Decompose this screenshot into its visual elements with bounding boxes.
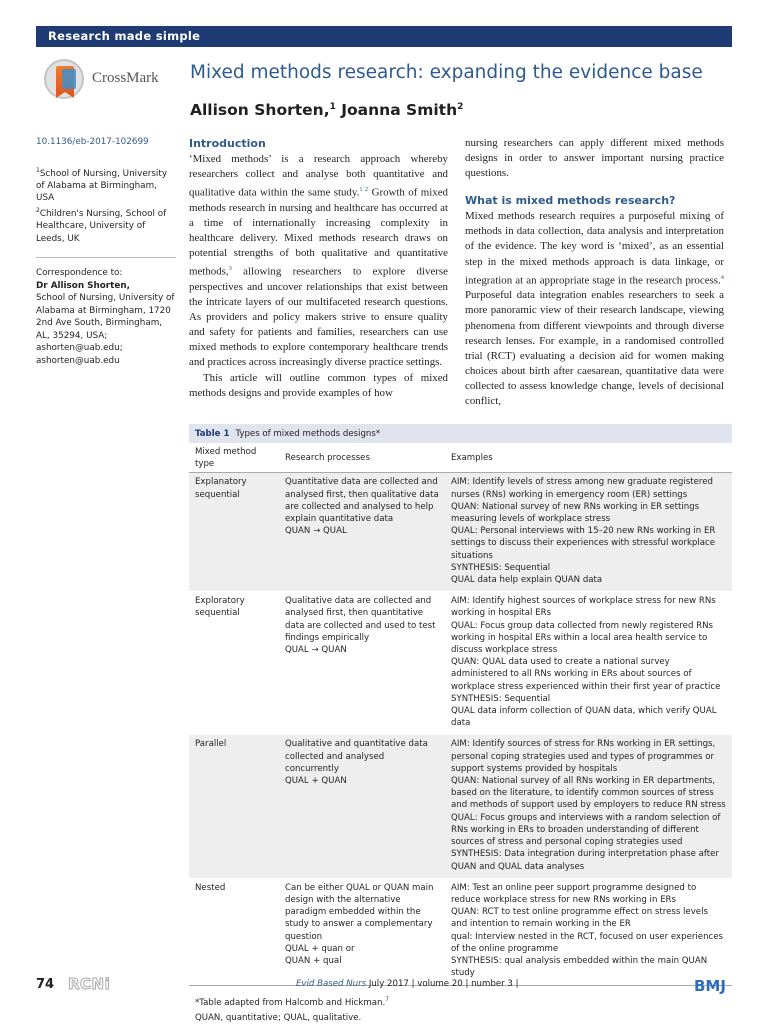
- cell-process: Qualitative and quantitative data collected and analysed concurrently QUAL + QUAN: [279, 735, 445, 878]
- cell-examples: AIM: Test an online peer support programme designed to reduce workplace stress for new RNs working in ERs QUAN: RCT to test online programme effect on stress levels and intention to remain working in the ER qual: Interview nested in the RCT, focused on user experiences of the online programme SYNTHESIS: qual analysis embedded within the main QUAN study: [445, 878, 732, 985]
- table-label: Table 1: [195, 429, 230, 439]
- journal-citation: [296, 979, 518, 989]
- cell-type: Nested: [189, 878, 279, 985]
- sidebar-divider: [36, 257, 176, 258]
- cell-examples: AIM: Identify highest sources of workplace stress for new RNs working in hospital ERs QUAL: Focus group data collected from newly registered RNs working in hospital ERs within a local area health service to discuss workplace stress QUAN: QUAL data used to create a national survey administered to all RNs working in ERs about sources of workplace stress experienced within their first year of practice SYNTHESIS: Sequential QUAL data inform collection of QUAN data, which verify QUAL data: [445, 592, 732, 735]
- doi-link[interactable]: 10.1136/eb-2017-102699: [36, 137, 149, 147]
- section-banner: [36, 26, 732, 47]
- table-footnote-2: QUAN, quantitative; QUAL, qualitative.: [195, 1013, 362, 1024]
- mixed-methods-table: [189, 443, 732, 985]
- page-number: 74: [36, 977, 55, 992]
- citation-3[interactable]: 3: [228, 265, 232, 273]
- table-title: Types of mixed methods designs*: [235, 429, 381, 439]
- col-header-process: Research processes: [279, 443, 445, 473]
- bmj-logo: BMJ: [694, 977, 726, 995]
- intro-paragraph-2: This article will outline common types of mixed methods designs and provide examples of how: [189, 371, 448, 399]
- col2-paragraph-1: nursing researchers can apply different mixed methods designs in order to answer important nursing practice questions.: [465, 137, 724, 180]
- journal-name: Evid Based Nurs: [296, 979, 367, 989]
- correspondence-address: School of Nursing, University of Alabama at Birmingham, 1720 2nd Ave South, Birmingham, AL, 35294, USA; ashorten@uab.edu; ashorten@uab.edu: [36, 293, 175, 366]
- section-label: Research made simple: [48, 29, 201, 43]
- page-footer: [0, 972, 768, 1002]
- article-sidebar: [36, 136, 176, 367]
- table-header-row: [189, 443, 732, 473]
- affiliation-1: $^1$School of Nursing, University of Alabama at Birmingham, USA: [36, 166, 168, 204]
- table-footnote-1: *Table adapted from Halcomb and Hickman.$^7$: [195, 996, 390, 1009]
- author-1[interactable]: Allison Shorten,: [190, 101, 330, 119]
- table-row: [189, 878, 732, 985]
- body-column-1: [189, 136, 448, 401]
- author-1-affil: 1: [329, 101, 336, 112]
- what-paragraph: Mixed methods research requires a purposeful mixing of methods in data collection, data analysis and interpretation of the evidence. The key word is ‘mixed’, as an essential step in the mixed methods approach is data linkage, or integration at an appropriate stage in the research process.$^4$ Purposeful data integration enables researchers to seek a more panoramic view of their research landscape, viewing phenomena from different viewpoints and through diverse research lenses. For example, in a randomised controlled trial (RCT) evaluating a decision aid for women making choices about birth after caesarean, quantitative data were collected to assess knowledge change, levels of decisional conflict,: [465, 210, 724, 408]
- intro-heading: Introduction: [189, 137, 266, 150]
- table-row: [189, 473, 732, 592]
- author-2-affil: 2: [457, 101, 464, 112]
- citation-1-2[interactable]: 1 2: [359, 186, 369, 194]
- body-column-2: [465, 136, 724, 409]
- crossmark-button[interactable]: [44, 59, 174, 103]
- affiliation-2: $^2$Children's Nursing, School of Healthcare, University of Leeds, UK: [36, 206, 167, 244]
- rcni-logo: RCNi: [68, 975, 111, 993]
- table-row: [189, 592, 732, 735]
- intro-paragraph-1: ‘Mixed methods’ is a research approach whereby researchers collect and analyse both quantitative and qualitative data within the same study.$^{1 2}$ Growth of mixed methods research in nursing and healthcare has occurred at a time of internationally increasing complexity in healthcare delivery. Mixed methods research draws on potential strengths of both qualitative and quantitative methods,$^3$ allowing researchers to explore diverse perspectives and uncover relationships that exist between the intricate layers of our multifaceted research questions. As providers and policy makers strive to ensure quality and safety for patients and families, researchers can use mixed methods to explore contemporary healthcare trends and practices across increasingly diverse practice settings.: [189, 153, 448, 369]
- col-header-examples: Examples: [445, 443, 732, 473]
- author-2[interactable]: Joanna Smith: [341, 101, 458, 119]
- cell-examples: AIM: Identify levels of stress among new graduate registered nurses (RNs) working in emergency room (ER) settings QUAN: National survey of new RNs working in ER settings measuring levels of workplace stress QUAL: Personal interviews with 15–20 new RNs working in ER settings to discuss their experiences with stressful workplace situations SYNTHESIS: Sequential QUAL data help explain QUAN data: [445, 473, 732, 592]
- journal-issue: July 2017 | volume 20 | number 3 |: [366, 979, 519, 989]
- correspondence-name: Dr Allison Shorten,: [36, 280, 130, 291]
- correspondence-label: Correspondence to:: [36, 268, 123, 279]
- cell-type: Explanatory sequential: [189, 473, 279, 592]
- cell-type: Exploratory sequential: [189, 592, 279, 735]
- cell-process: Can be either QUAL or QUAN main design with the alternative paradigm embedded within the study to answer a complementary question QUAL + quan or QUAN + qual: [279, 878, 445, 985]
- crossmark-icon: [44, 59, 84, 99]
- cell-process: Quantitative data are collected and analysed first, then qualitative data are collected and analysed to help explain quantitative data QUAN → QUAL: [279, 473, 445, 592]
- what-heading: What is mixed methods research?: [465, 194, 676, 208]
- cell-type: Parallel: [189, 735, 279, 878]
- col-header-type: Mixed method type: [189, 443, 279, 473]
- table-caption: [189, 424, 732, 443]
- citation-4[interactable]: 4: [720, 273, 724, 281]
- cell-process: Qualitative data are collected and analysed first, then quantitative data are collected and used to test findings empirically QUAL → QUAN: [279, 592, 445, 735]
- article-title: Mixed methods research: expanding the evidence base: [190, 62, 703, 83]
- table-row: [189, 735, 732, 878]
- author-list: [190, 101, 463, 119]
- citation-7[interactable]: 7: [385, 996, 390, 1004]
- table-1: [189, 424, 732, 1024]
- cell-examples: AIM: Identify sources of stress for RNs working in ER settings, personal coping strategies used and types of programmes or support systems provided by hospitals QUAN: National survey of all RNs working in ER departments, based on the literature, to identify common sources of stress and methods of support used by employers to reduce RN stress QUAL: Focus groups and interviews with a random selection of RNs working in ERs to broaden understanding of different sources of stress and personal coping strategies used SYNTHESIS: Data integration during interpretation phase after QUAN and QUAL data analyses: [445, 735, 732, 878]
- crossmark-label: CrossMark: [92, 70, 159, 86]
